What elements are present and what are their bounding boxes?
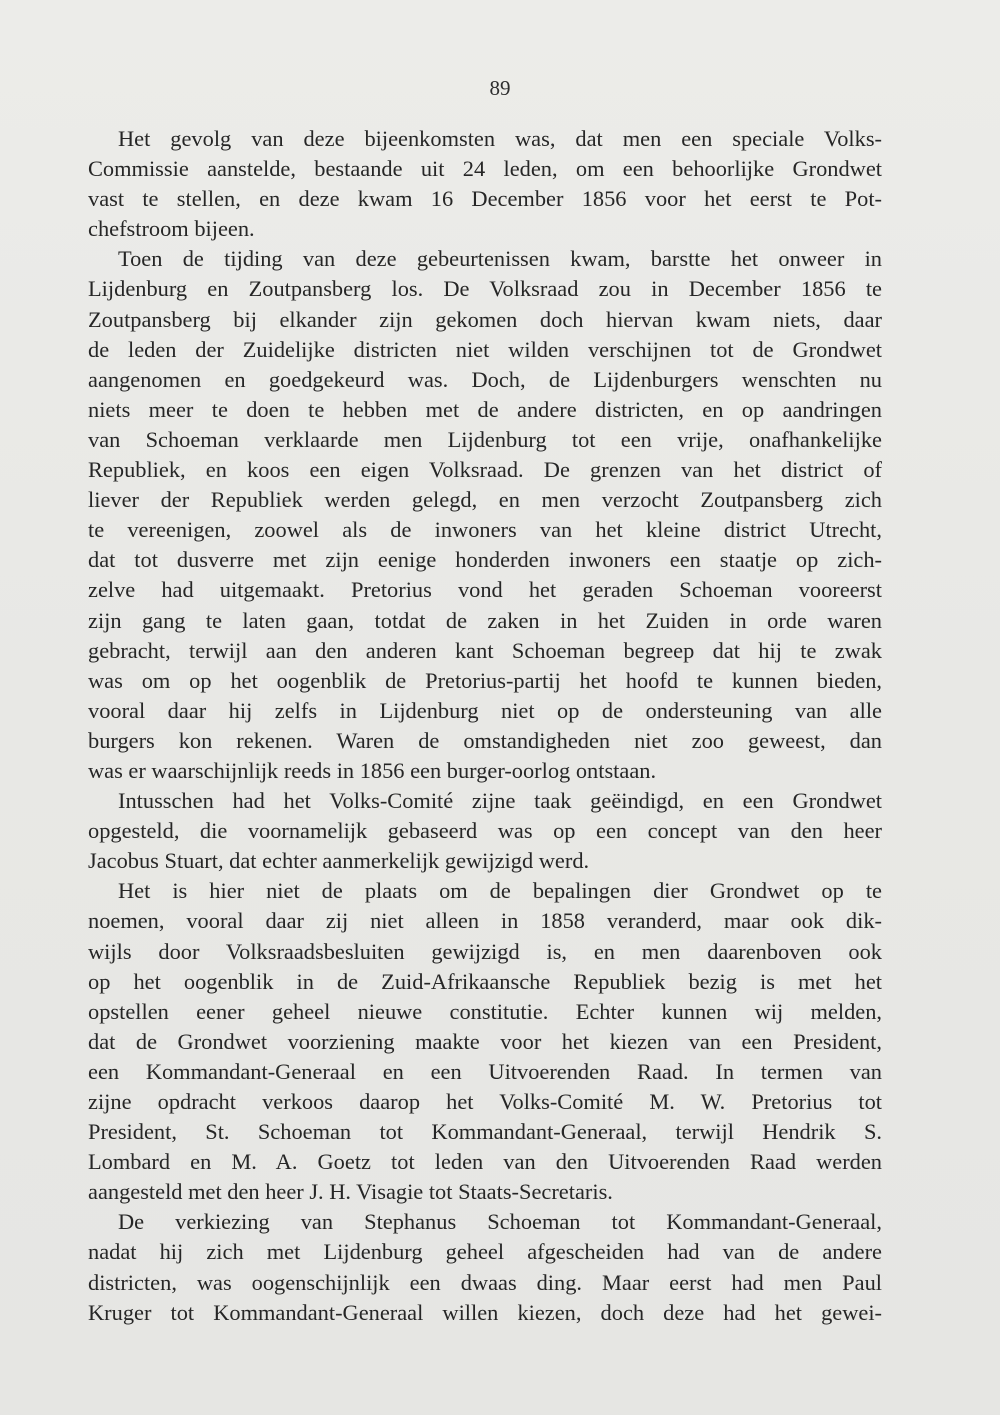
text-line: burgers kon rekenen. Waren de omstandigheden niet zoo geweest, dan: [88, 727, 882, 753]
text-line: zijn gang te laten gaan, totdat de zaken in het Zuiden in orde waren: [88, 607, 882, 633]
text-line: De verkiezing van Stephanus Schoeman tot Kommandant-Generaal,: [118, 1209, 882, 1235]
text-line: liever der Republiek werden gelegd, en men verzocht Zoutpansberg zich: [88, 487, 882, 513]
text-line: wijls door Volksraadsbesluiten gewijzigd is, en men daarenboven ook: [88, 938, 882, 964]
text-line: aangesteld met den heer J. H. Visagie tot Staats-Secretaris.: [88, 1179, 613, 1205]
text-line: nadat hij zich met Lijdenburg geheel afgescheiden had van de andere: [88, 1239, 882, 1265]
text-line: Republiek, en koos een eigen Volksraad. De grenzen van het district of: [88, 457, 882, 483]
text-line: vooral daar hij zelfs in Lijdenburg niet op de ondersteuning van alle: [88, 697, 882, 723]
text-line: niets meer te doen te hebben met de andere districten, en op aandringen: [88, 396, 882, 422]
text-line: opgesteld, die voornamelijk gebaseerd was op een concept van den heer: [88, 818, 882, 844]
text-line: noemen, vooral daar zij niet alleen in 1858 veranderd, maar ook dik-: [88, 908, 882, 934]
text-line: Lombard en M. A. Goetz tot leden van den Uitvoerenden Raad werden: [88, 1149, 882, 1175]
text-line: een Kommandant-Generaal en een Uitvoerenden Raad. In termen van: [88, 1058, 882, 1084]
text-line: aangenomen en goedgekeurd was. Doch, de Lijdenburgers wenschten nu: [88, 366, 882, 392]
text-line: de leden der Zuidelijke districten niet wilden verschijnen tot de Grondwet: [88, 336, 882, 362]
text-line: Toen de tijding van deze gebeurtenissen kwam, barstte het onweer in: [118, 246, 882, 272]
text-line: President, St. Schoeman tot Kommandant-Generaal, terwijl Hendrik S.: [88, 1119, 882, 1145]
text-line: chefstroom bijeen.: [88, 216, 255, 242]
text-line: Kruger tot Kommandant-Generaal willen kiezen, doch deze had het gewei-: [88, 1299, 882, 1325]
page-number: 89: [489, 76, 511, 100]
text-line: Jacobus Stuart, dat echter aanmerkelijk gewijzigd werd.: [88, 848, 590, 874]
text-line: te vereenigen, zoowel als de inwoners van het kleine district Utrecht,: [88, 517, 882, 543]
text-line: Het gevolg van deze bijeenkomsten was, dat men een speciale Volks-: [118, 126, 882, 151]
body-text: [88, 124, 882, 1328]
text-line: Commissie aanstelde, bestaande uit 24 leden, om een behoorlijke Grondwet: [88, 156, 882, 182]
text-line: Intusschen had het Volks-Comité zijne taak geëindigd, en een Grondwet: [118, 788, 882, 814]
text-line: districten, was oogenschijnlijk een dwaas ding. Maar eerst had men Paul: [88, 1269, 882, 1295]
text-line: was er waarschijnlijk reeds in 1856 een burger-oorlog ontstaan.: [88, 757, 657, 783]
text-line: Lijdenburg en Zoutpansberg los. De Volksraad zou in December 1856 te: [88, 276, 882, 302]
text-line: zelve had uitgemaakt. Pretorius vond het geraden Schoeman vooreerst: [88, 577, 882, 603]
text-line: opstellen eener geheel nieuwe constitutie. Echter kunnen wij melden,: [88, 998, 882, 1024]
text-line: van Schoeman verklaarde men Lijdenburg tot een vrije, onafhankelijke: [88, 426, 882, 452]
text-line: Het is hier niet de plaats om de bepalingen dier Grondwet op te: [118, 878, 882, 904]
text-line: Zoutpansberg bij elkander zijn gekomen doch hiervan kwam niets, daar: [88, 306, 882, 332]
text-line: gebracht, terwijl aan den anderen kant Schoeman begreep dat hij te zwak: [88, 637, 882, 663]
text-line: dat tot dusverre met zijn eenige honderden inwoners een staatje op zich-: [88, 547, 882, 573]
text-line: was om op het oogenblik de Pretorius-partij het hoofd te kunnen bieden,: [88, 667, 882, 693]
text-line: dat de Grondwet voorziening maakte voor het kiezen van een President,: [88, 1028, 882, 1054]
text-line: vast te stellen, en deze kwam 16 December 1856 voor het eerst te Pot-: [88, 186, 882, 212]
text-line: zijne opdracht verkoos daarop het Volks-Comité M. W. Pretorius tot: [88, 1089, 882, 1114]
text-line: op het oogenblik in de Zuid-Afrikaansche Republiek bezig is met het: [88, 968, 882, 994]
